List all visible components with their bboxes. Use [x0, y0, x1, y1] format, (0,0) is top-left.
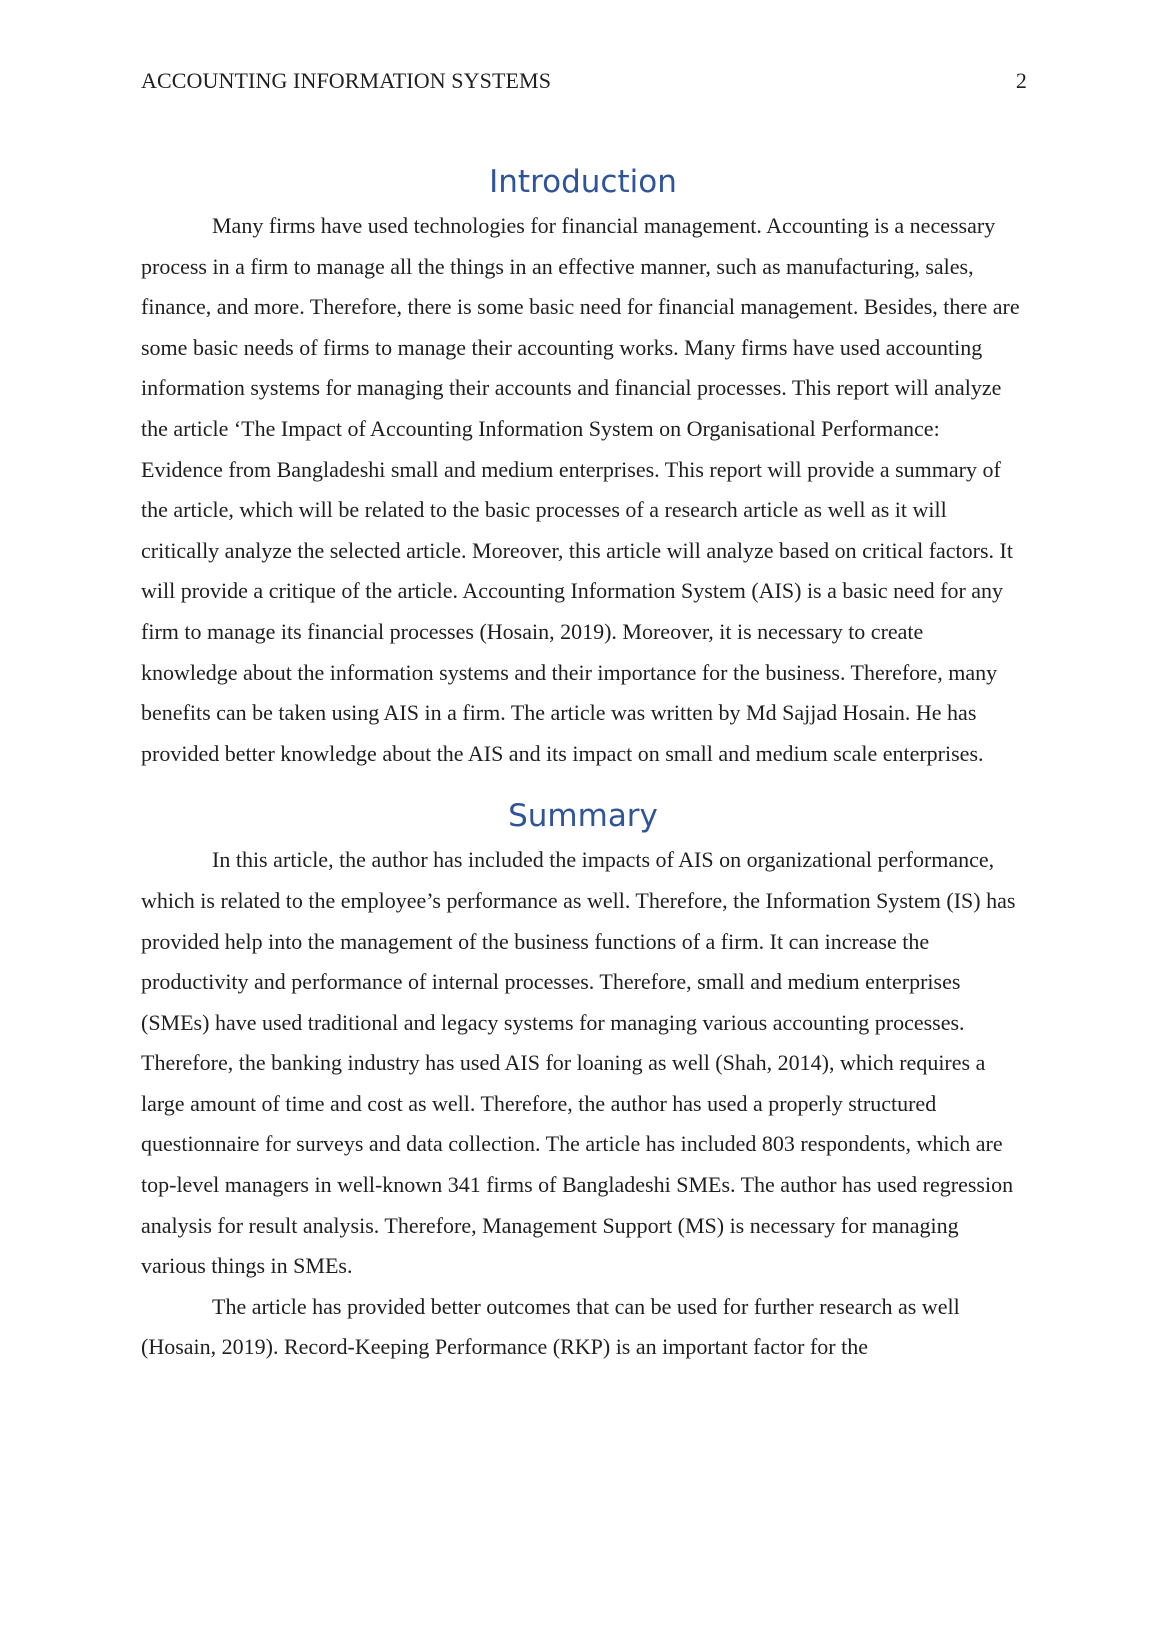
- summary-paragraph-2: The article has provided better outcomes that can be used for further research as well (Hosain, 2019). Record-Keeping Performance (RKP) is an important factor for the: [141, 1293, 960, 1360]
- running-title: ACCOUNTING INFORMATION SYSTEMS: [141, 68, 552, 93]
- section-summary: [141, 792, 1025, 1368]
- section-introduction: [141, 158, 1025, 774]
- introduction-paragraph: Many firms have used technologies for financial management. Accounting is a necessary process in a firm to manage all the things in an effective manner, such as manufacturing, sales, finance, and more. Therefore, there is some basic need for financial management. Besides, there are some basic needs of firms to manage their accounting works. Many firms have used accounting information systems for managing their accounts and financial processes. This report will analyze the article ‘The Impact of Accounting Information System on Organisational Performance: Evidence from Bangladeshi small and medium enterprises. This report will provide a summary of the article, which will be related to the basic processes of a research article as well as it will critically analyze the selected article. Moreover, this article will analyze based on critical factors. It will provide a critique of the article. Accounting Information System (AIS) is a basic need for any firm to manage its financial processes (Hosain, 2019). Moreover, it is necessary to create knowledge about the information systems and their importance for the business. Therefore, many benefits can be taken using AIS in a firm. The article was written by Md Sajjad Hosain. He has provided better knowledge about the AIS and its impact on small and medium scale enterprises.: [141, 213, 1020, 766]
- page-number: 2: [1015, 68, 1027, 93]
- document-body: [141, 158, 1025, 1368]
- running-header: [141, 66, 1027, 96]
- summary-paragraph-1: In this article, the author has included the impacts of AIS on organizational performance, which is related to the employee’s performance as well. Therefore, the Information System (IS) has provided help into the management of the business functions of a firm. It can increase the productivity and performance of internal processes. Therefore, small and medium enterprises (SMEs) have used traditional and legacy systems for managing various accounting processes. Therefore, the banking industry has used AIS for loaning as well (Shah, 2014), which requires a large amount of time and cost as well. Therefore, the author has used a properly structured questionnaire for surveys and data collection. The article has included 803 respondents, which are top-level managers in well-known 341 firms of Bangladeshi SMEs. The author has used regression analysis for result analysis. Therefore, Management Support (MS) is necessary for managing various things in SMEs.: [141, 847, 1016, 1279]
- section-heading-introduction: Introduction: [489, 164, 677, 200]
- section-heading-summary: Summary: [508, 798, 658, 835]
